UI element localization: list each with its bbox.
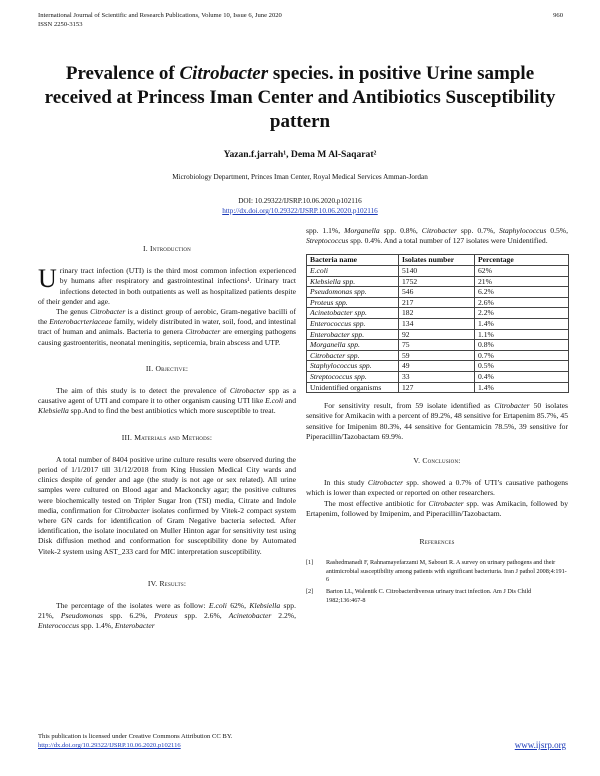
- percentage: 1.4%: [475, 382, 569, 393]
- section-heading-objective: II. Objective:: [145, 363, 189, 373]
- percentage: 1.1%: [475, 329, 569, 340]
- section-heading-results: IV. Results:: [147, 578, 187, 588]
- drop-cap: U: [38, 264, 57, 294]
- bacteria-name: Citrobacter spp.: [307, 350, 399, 361]
- isolates-count: 92: [399, 329, 475, 340]
- bacteria-name: E.coli: [307, 266, 399, 277]
- paper-title: Prevalence of Citrobacter species. in positive Urine sample received at Princess Iman Center and Antibiotics Susceptibility pattern: [44, 63, 556, 132]
- bacteria-name: Acinetobacter spp.: [307, 308, 399, 319]
- doi-block: [0, 196, 600, 216]
- isolates-count: 33: [399, 371, 475, 382]
- isolates-count: 1752: [399, 276, 475, 287]
- isolates-count: 75: [399, 340, 475, 351]
- percentage: 62%: [475, 266, 569, 277]
- table-row: [307, 308, 569, 319]
- isolates-count: 182: [399, 308, 475, 319]
- table-header-cell: Isolates number: [399, 255, 475, 266]
- table-header-row: [307, 255, 569, 266]
- bacteria-name: Enterococcus spp.: [307, 318, 399, 329]
- table-header-cell: Bacteria name: [307, 255, 399, 266]
- bacteria-name: Enterobacter spp.: [307, 329, 399, 340]
- percentage: 6.2%: [475, 287, 569, 298]
- isolates-count: 5140: [399, 266, 475, 277]
- affiliation: Microbiology Department, Princes Iman Center, Royal Medical Services Amman-Jordan: [172, 173, 428, 181]
- isolates-count: 134: [399, 318, 475, 329]
- table-row: [307, 297, 569, 308]
- percentage: 0.8%: [475, 340, 569, 351]
- page-footer: [38, 732, 566, 750]
- bacteria-name: Klebsiella spp.: [307, 276, 399, 287]
- percentage: 0.5%: [475, 361, 569, 372]
- references-list: [306, 559, 568, 605]
- bacteria-name: Streptococcus spp.: [307, 371, 399, 382]
- percentage: 21%: [475, 276, 569, 287]
- reference-item: [1] Rashedmanadi F, Rahnamayefarzami M, Sabouri R. A survey on urinary pathogens and their antimicrobial susceptibility among patients with significant bacteriuria. Iran J pathol 2008;4:191-6: [306, 559, 567, 583]
- percentage: 0.4%: [475, 371, 569, 382]
- section-heading-methods: III. Materials and Methods:: [121, 432, 213, 442]
- sensitivity-paragraph: For sensitivity result, from 59 isolate identified as Citrobacter 50 isolates sensitive for Amikacin with a percent of 89.2%, 48 sensitive for Ertapenim 85.7%, 45 sensitive for Imipenim 80.3%, 44 sensitive for Gentamicin 78.5%, 39 sensitive for Piperacillin/Tazobactam 69.9%.: [306, 401, 568, 441]
- conclusion-paragraph-1: In this study Citrobacter spp. showed a 0.7% of UTI’s causative pathogens which is lower than expected or reported on other researchers.: [306, 478, 568, 498]
- results-paragraph-continued: spp. 1.1%, Morganella spp. 0.8%, Citrobacter spp. 0.7%, Staphylococcus 0.5%, Streptococcus spp. 0.4%. And a total number of 127 isolates were Unidentified.: [306, 226, 568, 246]
- page-number: 960: [553, 12, 563, 19]
- table-row: [307, 276, 569, 287]
- percentage: 2.6%: [475, 297, 569, 308]
- table-row: [307, 371, 569, 382]
- bacteria-name: Proteus spp.: [307, 297, 399, 308]
- table-row: [307, 266, 569, 277]
- reference-item: [2] Barton LL, Walentik C. Citrobacterdiversus urinary tract infection. Am J Dis Child 1982;136:467-8: [306, 588, 532, 604]
- bacteria-name: Pseudomonas spp.: [307, 287, 399, 298]
- section-heading-conclusion: V. Conclusion:: [413, 455, 461, 465]
- isolates-count: 546: [399, 287, 475, 298]
- intro-paragraph-2: The genus Citrobacter is a distinct group of aerobic, Gram-negative bacilli of the Enterobacrteriaceae family, widely distributed in water, soil, food, and intestinal tract of human and animals. Bacteria to genera Citrobacter are emerging pathogens causing gastroenteritis, neonatal meningitis, septicemia, brain abscess and UTP.: [38, 307, 297, 347]
- bacteria-name: Morganella spp.: [307, 340, 399, 351]
- table-row: [307, 382, 569, 393]
- site-link[interactable]: www.ijsrp.org: [514, 740, 566, 750]
- page-header: [38, 11, 563, 29]
- doi-link[interactable]: http://dx.doi.org/10.29322/IJSRP.10.06.2020.p102116: [222, 207, 378, 215]
- issn: ISSN 2250-3153: [38, 21, 83, 28]
- table-row: [307, 329, 569, 340]
- intro-paragraph-1: Urinary tract infection (UTI) is the third most common infection experienced by humans after respiratory and gastrointestinal infections¹. Urinary tract infections detected in both outpatients as well as hospitalized patients despite of their gender and age.: [38, 264, 296, 306]
- table-row: [307, 350, 569, 361]
- journal-name: International Journal of Scientific and Research Publications, Volume 10, Issue 6, June 2020: [38, 12, 282, 19]
- table-row: [307, 318, 569, 329]
- bacteria-name: Staphylococcus spp.: [307, 361, 399, 372]
- results-paragraph: The percentage of the isolates were as follow: E.coli 62%, Klebsiella spp. 21%, Pseudomonas spp. 6.2%, Proteus spp. 2.6%, Acinetobacter 2.2%, Enterococcus spp. 1.4%, Enterobacter: [38, 601, 297, 631]
- bacteria-name: Unidentified organisms: [307, 382, 399, 393]
- objective-paragraph: The aim of this study is to detect the prevalence of Citrobacter spp as a causative agent of UTI and compare it to other organism causing UTI like E.coli and Klebsiella spp.And to find the best antibiotics which more susceptible to treat.: [38, 386, 296, 416]
- isolates-count: 127: [399, 382, 475, 393]
- percentage: 0.7%: [475, 350, 569, 361]
- table-row: [307, 340, 569, 351]
- isolates-count: 59: [399, 350, 475, 361]
- section-heading-references: References: [419, 536, 455, 546]
- footer-doi-link[interactable]: http://dx.doi.org/10.29322/IJSRP.10.06.2020.p102116: [38, 742, 181, 749]
- section-heading-introduction: I. Introduction: [143, 244, 191, 253]
- authors: Yazan.f.jarrah¹, Dema M Al-Saqarat²: [223, 149, 377, 160]
- percentage: 1.4%: [475, 318, 569, 329]
- right-column: [306, 226, 568, 609]
- license-text: This publication is licensed under Creative Commons Attribution CC BY.: [38, 733, 233, 740]
- table-row: [307, 287, 569, 298]
- doi-text: DOI: 10.29322/IJSRP.10.06.2020.p102116: [238, 197, 362, 205]
- conclusion-paragraph-2: The most effective antibiotic for Citrobacter spp. was Amikacin, followed by Ertapenim, followed by Imipenim, and Piperacillin/Tazobactam.: [306, 498, 568, 518]
- isolates-count: 49: [399, 361, 475, 372]
- isolates-count: 217: [399, 297, 475, 308]
- methods-paragraph: A total number of 8404 positive urine culture results were observed during the period of 1/1/2017 till 31/12/2018 from King Hussien Medical City wards and clinics despite of gender and age (the study is not age or sex related). All urine samples were cultured on Blood agar and Mackoncky agar; the positive cultures were biochemically tested on Tripler Sugar Iron (TSI) media, Citrate and Indole media, confirmation for Citrobacter isolates confirmed by Vitek-2 compact system where GN cards for identification of Gram Negative bacteria selected. After identification, the isolate inoculated on Muller Hinton agar for sensitivity test using Disk diffusion method and conformation for susceptibility done by Automated Vitek-2 system using AST_233 card for MIC interpretation susceptibility.: [38, 454, 297, 556]
- left-column: [38, 238, 296, 632]
- table-header-cell: Percentage: [475, 255, 569, 266]
- percentage: 2.2%: [475, 308, 569, 319]
- isolates-table: [306, 254, 569, 393]
- table-row: [307, 361, 569, 372]
